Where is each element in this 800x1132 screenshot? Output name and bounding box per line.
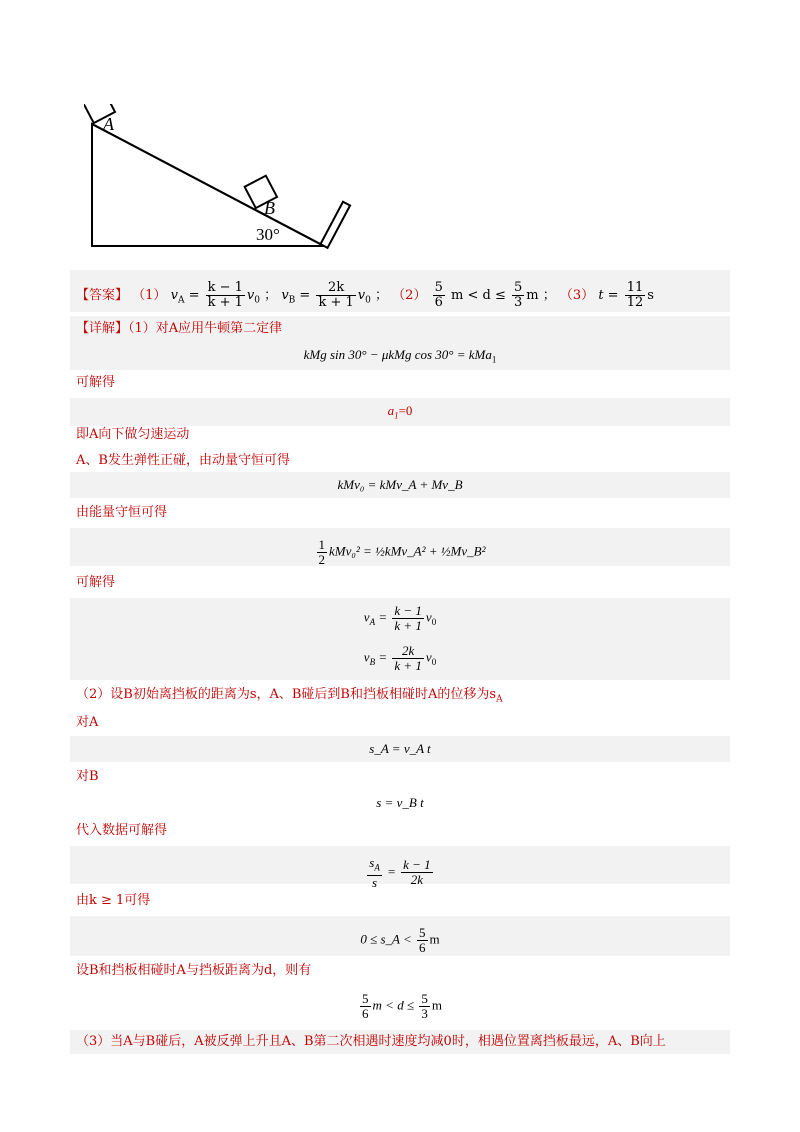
eq-va-num: k − 1 xyxy=(394,603,422,618)
eq-ratio-lhs: $\frac{s_A}{s}$ xyxy=(369,855,380,890)
detail-heading: 【详解】（1）对A应用牛顿第二定律 xyxy=(76,321,283,336)
eq-d-unit: m xyxy=(431,997,442,1013)
eq-sa-range-num: 5 xyxy=(419,925,426,940)
line-part2-sub: A xyxy=(496,694,503,705)
eq-d-hi xyxy=(419,992,430,1021)
answer-frac2 xyxy=(316,281,355,310)
eq-energy-text: kMv₀² = ½kMv_A² + ½Mv_B² xyxy=(329,543,486,559)
answer-part2: （2） xyxy=(392,288,427,303)
answer-dhi-den: 3 xyxy=(514,295,523,310)
answer-dlo-den: 6 xyxy=(434,295,443,310)
line-for-b: 对B xyxy=(76,769,99,784)
eq-vb-den: k + 1 xyxy=(394,658,422,673)
line-substitute: 代入数据可解得 xyxy=(76,823,168,838)
eq-a1-var: a xyxy=(387,403,395,418)
eq-ratio-den: 2k xyxy=(410,872,424,888)
eq-d-lo-den: 6 xyxy=(362,1006,369,1021)
eq-ratio-rhs xyxy=(401,858,433,887)
answer-vb: v xyxy=(281,288,289,303)
answer-vb-sub: B xyxy=(288,295,296,306)
answer-t-den: 12 xyxy=(626,295,644,310)
eq-vb: $v_B$ = $\frac{2k}{k + 1}$ $v_0$ xyxy=(363,643,437,673)
line-part2-text: （2）设B初始离挡板的距离为s，A、B碰后到B和挡板相碰时A的位移为s xyxy=(76,687,497,702)
incline-surface xyxy=(92,124,324,246)
eq-sa-range-frac xyxy=(417,926,428,955)
eq-s: s = v_B t xyxy=(376,795,424,810)
eq-vb-frac xyxy=(392,644,424,673)
eq-newton xyxy=(70,346,730,369)
answer-frac1 xyxy=(206,281,245,310)
eq-a1-rhs: =0 xyxy=(398,403,413,418)
eq-sa-range xyxy=(70,926,730,955)
answer-dlo xyxy=(433,281,445,310)
answer-tfrac xyxy=(625,281,646,310)
block-a-label: A xyxy=(103,114,114,134)
angle-label: 30° xyxy=(256,225,280,244)
eq-sa-range-den: 6 xyxy=(419,940,426,955)
eq-d-hi-den: 3 xyxy=(421,1006,428,1021)
answer-key: 【答案】 xyxy=(76,288,129,303)
eq-energy xyxy=(70,538,730,567)
answer-unit-m: m xyxy=(526,288,539,303)
answer-v0: v xyxy=(246,288,255,303)
answer-va: v xyxy=(170,288,178,303)
answer-v0-sub: 0 xyxy=(254,295,261,306)
answer-dhi xyxy=(512,281,524,310)
answer-frac2-num: 2k xyxy=(316,281,355,296)
answer-dlo-num: 5 xyxy=(434,280,443,295)
eq-a1 xyxy=(70,402,730,425)
answer-line: 【答案】 （1） $v_A$ = $\frac{k - 1}{k + 1}$ $v_0$ ； $v_B$ = $\frac{2k}{k + 1}$ $v_0$ ； （2） $\frac{5}{6}$ m < d ≤ $\frac{5}{3}$ m ； （3） t = $\frac{11}{12}$ s xyxy=(76,280,654,310)
eq-momentum: kMv₀ = kMv_A + Mv_B xyxy=(337,477,463,492)
eq-newton-text: kMg sin 30° − μkMg cos 30° = kMa xyxy=(303,347,492,362)
answer-part3: （3） xyxy=(559,288,595,303)
answer-va-sub: A xyxy=(177,295,185,306)
barrier xyxy=(320,202,350,248)
line-solve-1: 可解得 xyxy=(76,375,116,390)
line-for-a: 对A xyxy=(76,715,99,730)
eq-sa-range-text: 0 ≤ s_A < xyxy=(360,931,412,947)
answer-t-num: 11 xyxy=(626,280,644,295)
eq-va: $v_A$ = $\frac{k - 1}{k + 1}$ $v_0$ xyxy=(363,603,437,633)
eq-sa-range-unit: m xyxy=(429,931,440,947)
incline-figure xyxy=(84,104,364,256)
eq-d-range xyxy=(70,992,730,1021)
answer-frac1-num: k − 1 xyxy=(207,280,243,295)
eq-va-den: k + 1 xyxy=(394,618,422,633)
line-part3: （3）当A与B碰后，A被反弹上升且A、B第二次相遇时速度均减0时，相遇位置离挡板最远，A、B向上 xyxy=(76,1034,666,1049)
eq-vb-num: 2k xyxy=(392,644,424,659)
eq-ratio: $\frac{s_A}{s}$ = $\frac{k - 1}{2k}$ xyxy=(369,855,431,890)
block-b-label: B xyxy=(264,198,275,218)
answer-dhi-num: 5 xyxy=(514,280,523,295)
eq-d-lo-num: 5 xyxy=(362,991,369,1006)
answer-sep2: ； xyxy=(375,288,389,303)
answer-frac2-den: k + 1 xyxy=(318,295,354,310)
line-part2 xyxy=(76,686,503,709)
answer-sep1: ； xyxy=(264,288,278,303)
eq-d-hi-num: 5 xyxy=(421,991,428,1006)
line-solve-2: 可解得 xyxy=(76,575,116,590)
answer-dmid: m < d ≤ xyxy=(451,288,506,303)
answer-frac1-den: k + 1 xyxy=(207,295,243,310)
answer-t: t = xyxy=(598,288,619,303)
eq-va-frac xyxy=(392,604,424,633)
line-d-def: 设B和挡板相碰时A与挡板距离为d，则有 xyxy=(76,963,312,978)
line-uniform: 即A向下做匀速运动 xyxy=(76,427,190,442)
eq-a1-sub: 1 xyxy=(394,410,399,421)
answer-unit-s: s xyxy=(647,288,654,303)
eq-sa: s_A = v_A t xyxy=(369,741,431,756)
line-collision: A、B发生弹性正碰，由动量守恒可得 xyxy=(76,453,290,468)
eq-d-lo xyxy=(360,992,371,1021)
eq-ratio-num: k − 1 xyxy=(403,857,431,873)
eq-d-mid: m < d ≤ xyxy=(372,997,415,1013)
line-energy: 由能量守恒可得 xyxy=(76,505,168,520)
eq-newton-sub: 1 xyxy=(491,354,497,365)
eq-energy-half: $\frac{1}{2}$ xyxy=(318,537,325,567)
answer-part1: （1） xyxy=(132,288,167,303)
line-k-ge-1: 由k ≥ 1可得 xyxy=(76,893,151,908)
